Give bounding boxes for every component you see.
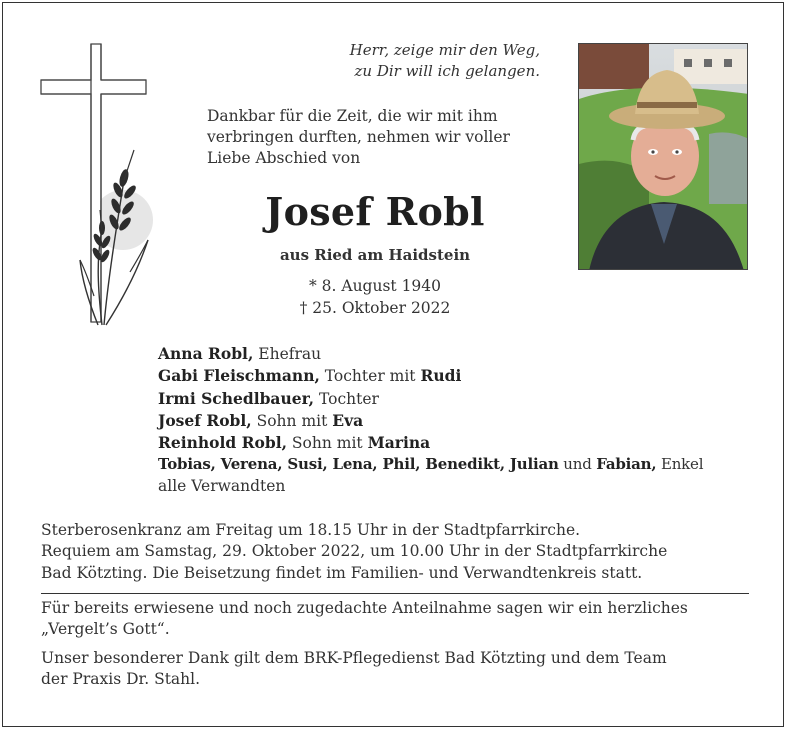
thanks-line: der Praxis Dr. Stahl. <box>41 670 201 689</box>
mourner-row: Reinhold Robl, Sohn mit Marina <box>158 433 431 453</box>
mourners-list <box>158 343 758 497</box>
quote-line: zu Dir will ich gelangen. <box>354 62 540 80</box>
intro-text <box>207 106 567 169</box>
divider <box>41 593 749 594</box>
life-dates <box>160 275 590 319</box>
thanks-line: Für bereits erwiesene und noch zugedachte Anteilnahme sagen wir ein herzliches <box>41 599 688 617</box>
deceased-origin: aus Ried am Haidstein <box>279 246 471 264</box>
thanks-line: Unser besonderer Dank gilt dem BRK-Pflegedienst Bad Kötzting und dem Team <box>41 649 667 667</box>
deceased-name: Josef Robl <box>265 189 485 234</box>
birth-date: * 8. August 1940 <box>308 277 442 295</box>
grandchildren-row: Tobias, Verena, Susi, Lena, Phil, Benedikt, Julian und Fabian, Enkel <box>158 455 704 474</box>
mourner-row: Gabi Fleischmann, Tochter mit Rudi <box>158 366 462 386</box>
intro-line: verbringen durften, nehmen wir voller <box>207 128 510 146</box>
service-line: Requiem am Samstag, 29. Oktober 2022, um 10.00 Uhr in der Stadtpfarrkirche <box>41 542 668 561</box>
intro-line: Dankbar für die Zeit, die wir mit ihm <box>207 107 498 125</box>
portrait-photo <box>578 43 748 270</box>
mourner-row: Josef Robl, Sohn mit Eva <box>158 410 364 430</box>
cross-wheat-icon <box>38 40 158 330</box>
intro-line: Liebe Abschied von <box>207 149 361 167</box>
death-date: † 25. Oktober 2022 <box>299 299 451 317</box>
service-line: Bad Kötzting. Die Beisetzung findet im Familien- und Verwandtenkreis statt. <box>41 563 643 582</box>
service-info <box>41 520 753 584</box>
service-line: Sterberosenkranz am Freitag um 18.15 Uhr in der Stadtpfarrkirche. <box>41 521 581 539</box>
relatives-row: alle Verwandten <box>158 476 286 495</box>
mourner-row: Anna Robl, Ehefrau <box>158 344 322 363</box>
quote-line: Herr, zeige mir den Weg, <box>349 41 540 59</box>
thanks-line: „Vergelt’s Gott“. <box>41 620 170 639</box>
bible-quote <box>300 40 540 82</box>
mourner-row: Irmi Schedlbauer, Tochter <box>158 388 379 408</box>
thanks-text <box>41 598 753 641</box>
special-thanks-text <box>41 648 753 691</box>
